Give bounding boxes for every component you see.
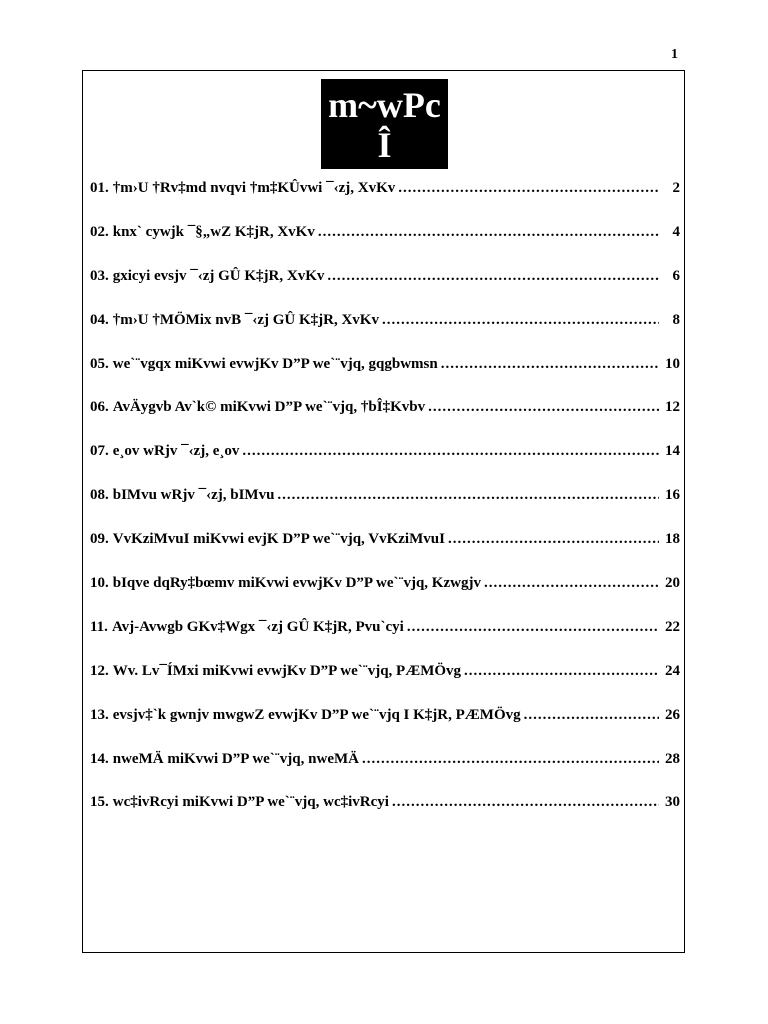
toc-entry-number: 13. (90, 706, 109, 723)
toc-leader-dots (448, 531, 659, 548)
toc-entry-number: 02. (90, 223, 109, 240)
toc-entry-page: 6 (672, 267, 680, 284)
toc-entry-title: †m›U †Rv‡md nvqvi †m‡KÛvwi ¯‹zj, XvKv (112, 180, 396, 196)
toc-leader-dots (428, 399, 659, 416)
toc-entry[interactable] (90, 399, 680, 443)
toc-leader-dots (327, 268, 659, 285)
toc-entry-title: wc‡ivRcyi miKvwi D”P we`¨vjq, wc‡ivRcyi (112, 794, 389, 811)
toc-entry-page: 2 (672, 180, 680, 196)
toc-entry-page: 28 (665, 750, 680, 767)
toc-entry-page: 16 (665, 487, 680, 504)
toc-leader-dots (484, 575, 659, 592)
toc-entry-number: 15. (90, 794, 109, 811)
toc-entry-page: 20 (665, 575, 680, 592)
toc-entry[interactable] (90, 312, 680, 356)
toc-entry-number: 11. (90, 618, 108, 635)
toc-entry-title: knx` cywjk ¯§„wZ K‡jR, XvKv (112, 223, 315, 240)
toc-leader-dots (382, 312, 659, 329)
toc-entry-number: 05. (90, 355, 109, 372)
toc-entry[interactable] (90, 794, 680, 838)
toc-entry-number: 12. (90, 662, 109, 679)
toc-leader-dots (242, 443, 659, 460)
toc-entry-number: 08. (90, 487, 109, 504)
toc-entry-title: we`¨vgqx miKvwi evwjKv D”P we`¨vjq, gqgbwmsn (112, 355, 438, 372)
toc-entry[interactable] (90, 487, 680, 531)
toc-entry-title: e¸ov wRjv ¯‹zj, e¸ov (112, 443, 240, 460)
toc-entry-number: 07. (90, 443, 109, 460)
toc-entry[interactable] (90, 224, 680, 268)
toc-leader-dots (464, 663, 659, 680)
toc-leader-dots (524, 707, 659, 724)
toc-entry-page: 18 (665, 531, 680, 548)
title-line-2: Î (377, 125, 392, 165)
toc-leader-dots (407, 619, 659, 636)
toc-entry-page: 26 (665, 706, 680, 723)
toc-entry-page: 12 (665, 399, 680, 416)
toc-entry[interactable] (90, 663, 680, 707)
toc-entry-number: 14. (90, 750, 109, 767)
title-box (321, 79, 448, 169)
toc-entry-title: bIqve dqRy‡bœmv miKvwi evwjKv D”P we`¨vjq, Kzwgjv (112, 575, 481, 592)
toc-leader-dots (392, 794, 659, 811)
page-frame (82, 70, 685, 953)
toc-entry-page: 8 (672, 311, 680, 328)
toc-entry[interactable] (90, 751, 680, 795)
toc-leader-dots (318, 224, 659, 241)
toc-leader-dots (277, 487, 659, 504)
toc-entry-page: 10 (665, 355, 680, 372)
toc-entry-number: 01. (90, 180, 109, 196)
toc-entry[interactable] (90, 531, 680, 575)
toc-entry-number: 10. (90, 575, 109, 592)
toc-entry-number: 04. (90, 311, 109, 328)
toc-entry-number: 09. (90, 531, 109, 548)
toc-entry[interactable] (90, 707, 680, 751)
toc-entry-number: 06. (90, 399, 109, 416)
toc-entry[interactable] (90, 180, 680, 224)
toc-entry-title: gxicyi evsjv ¯‹zj GÛ K‡jR, XvKv (112, 267, 325, 284)
toc-entry-page: 30 (665, 794, 680, 811)
toc-entry[interactable] (90, 619, 680, 663)
toc-entry-number: 03. (90, 267, 109, 284)
toc-entry-title: Avj-Avwgb GKv‡Wgx ¯‹zj GÛ K‡jR, Pvu`cyi (111, 618, 404, 635)
toc-entry-page: 22 (665, 618, 680, 635)
toc-leader-dots (398, 180, 659, 197)
toc-entry-page: 14 (665, 443, 680, 460)
toc-entry-title: Wv. Lv¯ÍMxi miKvwi evwjKv D”P we`¨vjq, PÆMÖvg (112, 662, 462, 679)
table-of-contents (90, 180, 680, 838)
toc-entry-title: nweMÄ miKvwi D”P we`¨vjq, nweMÄ (112, 750, 359, 767)
toc-entry-title: bIMvu wRjv ¯‹zj, bIMvu (112, 487, 275, 504)
toc-entry[interactable] (90, 443, 680, 487)
toc-leader-dots (441, 356, 659, 373)
toc-entry[interactable] (90, 575, 680, 619)
toc-entry-page: 4 (672, 223, 680, 240)
toc-entry-title: VvKziMvuI miKvwi evjK D”P we`¨vjq, VvKziMvuI (112, 531, 445, 548)
page-number: 1 (671, 47, 678, 62)
toc-entry[interactable] (90, 356, 680, 400)
toc-entry[interactable] (90, 268, 680, 312)
toc-entry-title: †m›U †MÖMix nvB ¯‹zj GÛ K‡jR, XvKv (112, 311, 379, 328)
title-line-1: m~wPc (328, 85, 441, 125)
toc-leader-dots (362, 751, 659, 768)
toc-entry-title: evsjv‡`k gwnjv mwgwZ evwjKv D”P we`¨vjq I K‡jR, PÆMÖvg (112, 706, 521, 723)
toc-entry-page: 24 (665, 662, 680, 679)
toc-entry-title: AvÄygvb Av`k© miKvwi D”P we`¨vjq, †bÎ‡Kvbv (112, 399, 426, 416)
